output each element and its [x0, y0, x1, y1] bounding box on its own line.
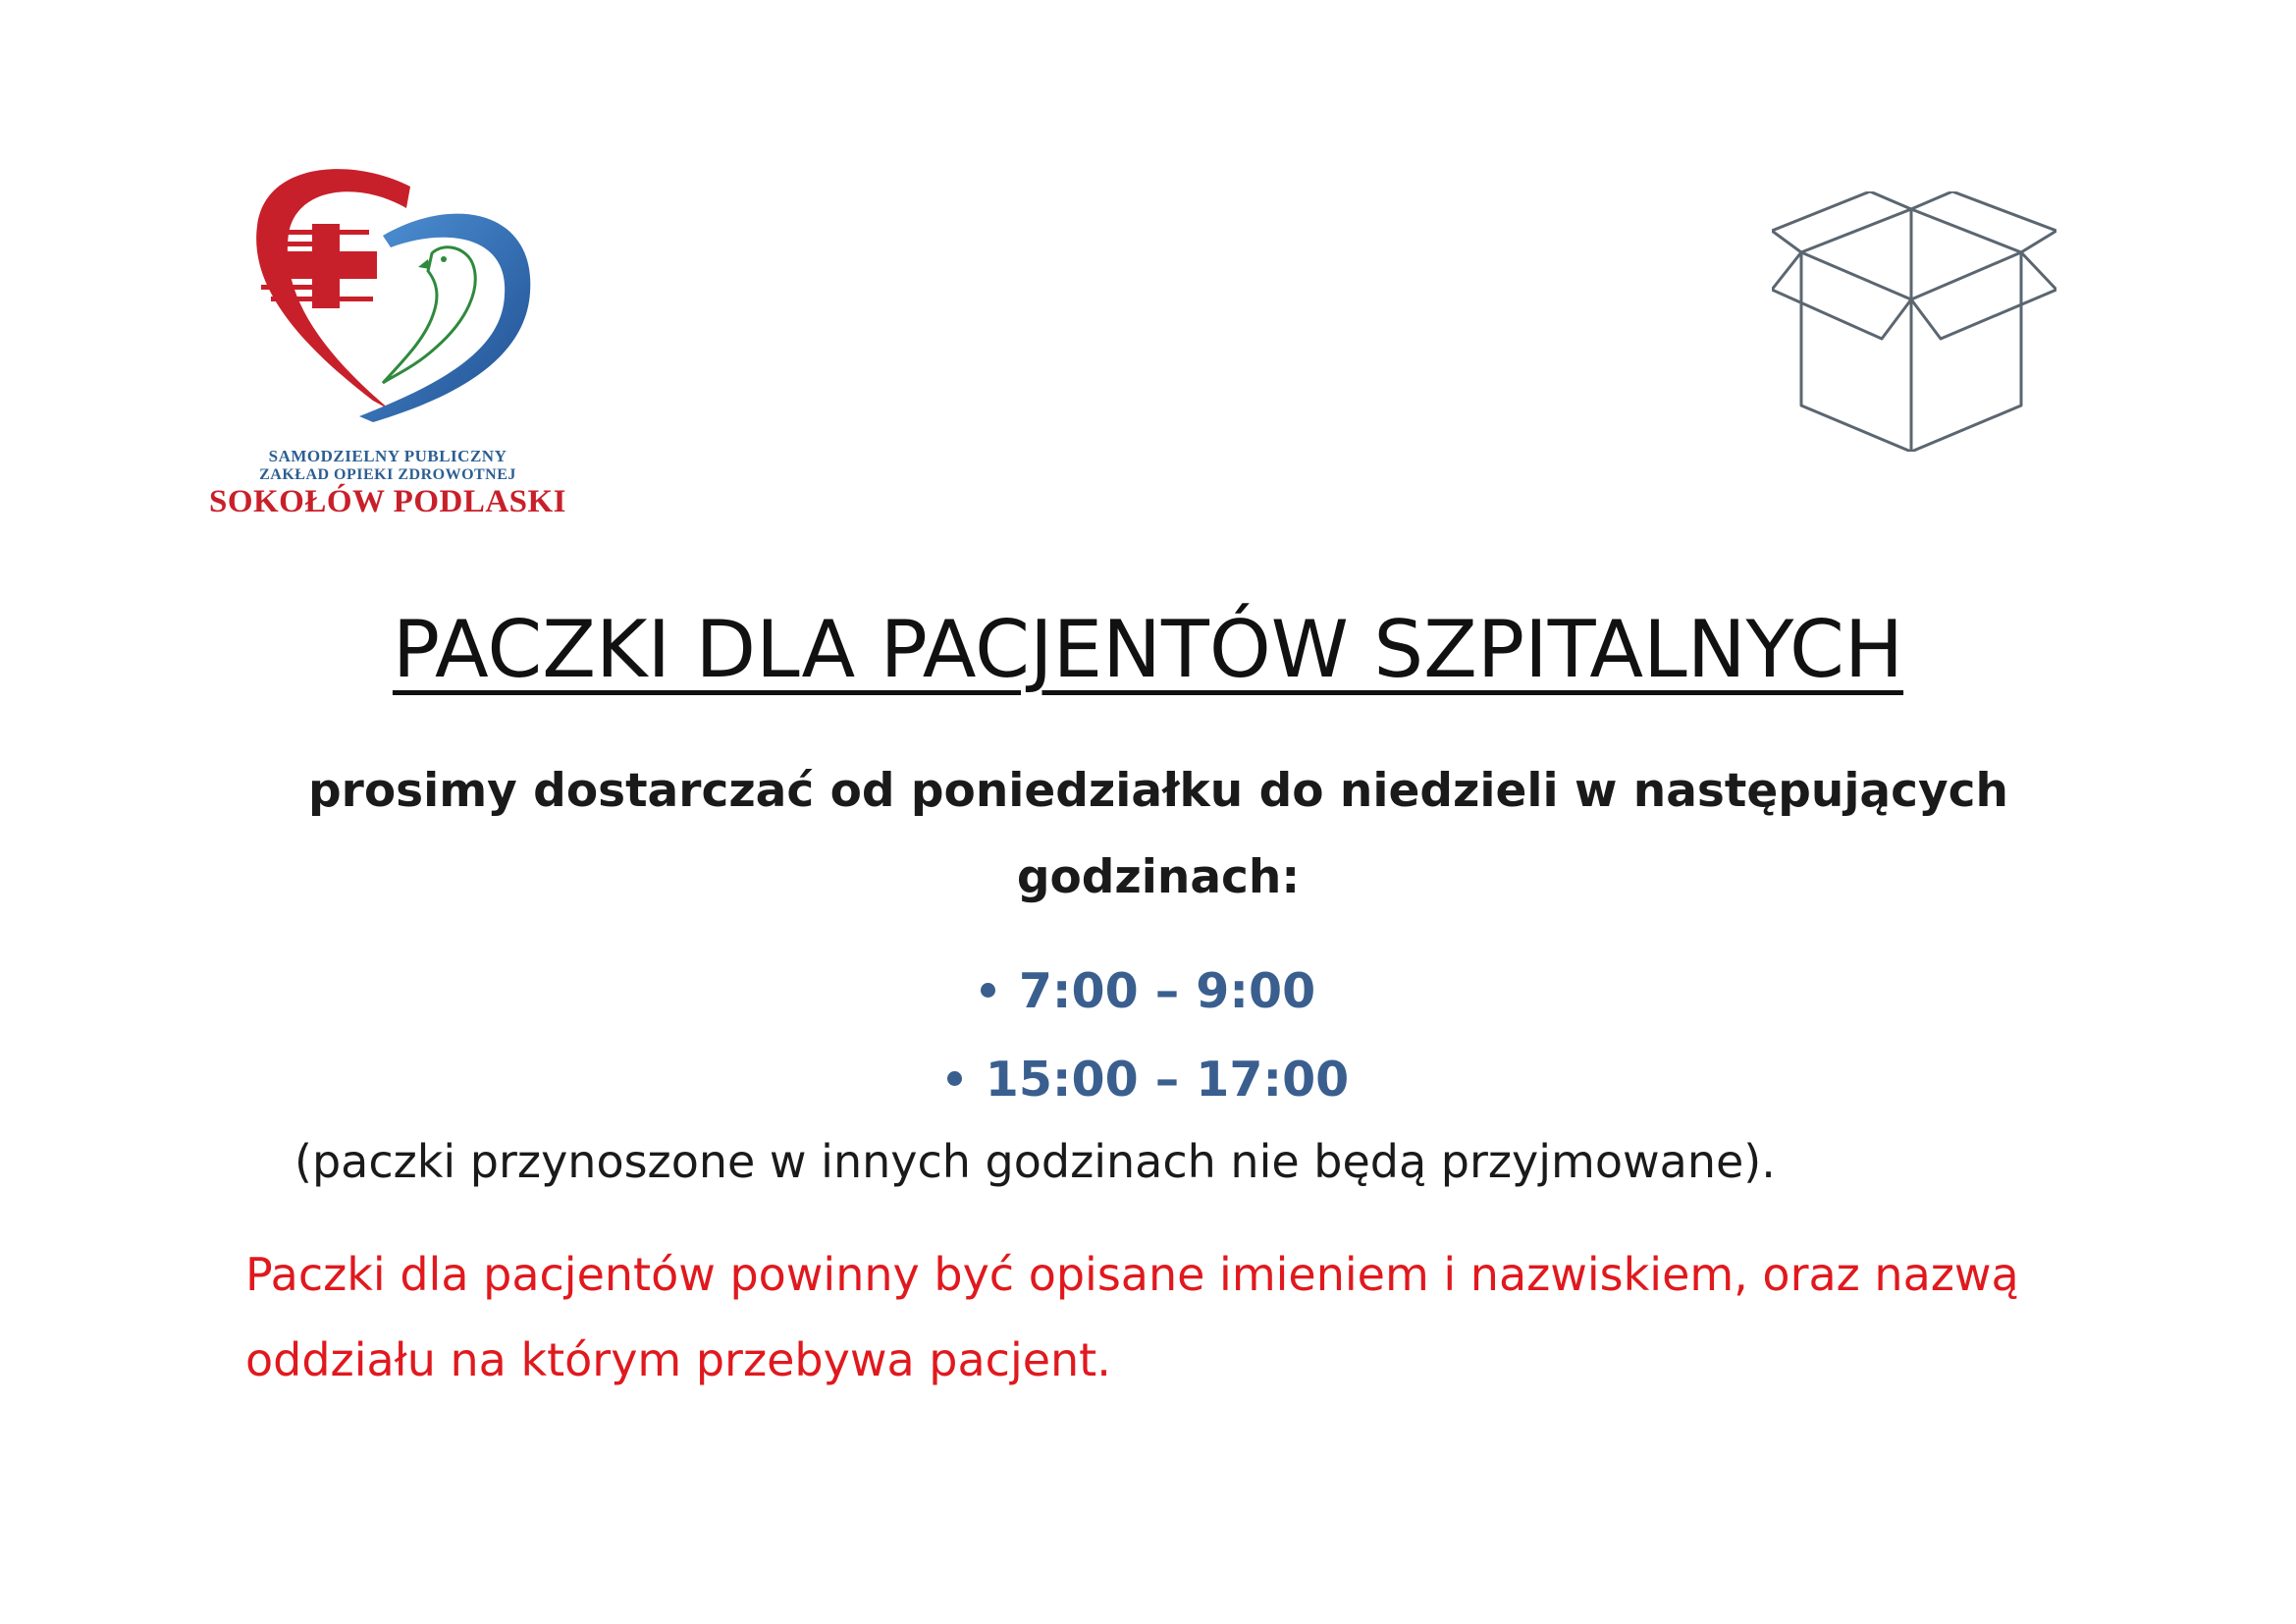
- labeling-warning: Paczki dla pacjentów powinny być opisane imieniem i nazwiskiem, oraz nazwą oddziału na którym przebywa pacjent.: [245, 1248, 2019, 1386]
- hospital-logo: [187, 165, 589, 528]
- list-item: [0, 947, 2296, 1036]
- delivery-intro: prosimy dostarczać od poniedziałku do niedzieli w następujących godzinach:: [308, 764, 2008, 904]
- rejection-note: (paczki przynoszone w innych godzinach nie będą przyjmowane).: [294, 1135, 1776, 1188]
- bullet-icon: [947, 1071, 962, 1086]
- hours-slot-label: 15:00 – 17:00: [985, 1052, 1350, 1108]
- logo-line-1: SAMODZIELNY PUBLICZNY: [268, 447, 507, 465]
- page-title-text: PACZKI DLA PACJENTÓW SZPITALNYCH: [392, 604, 1904, 695]
- page-title: [0, 601, 2296, 699]
- bullet-icon: [981, 983, 995, 998]
- open-box-icon: [1772, 191, 2056, 452]
- logo-line-2: ZAKŁAD OPIEKI ZDROWOTNEJ: [259, 466, 516, 483]
- delivery-hours-list: [0, 947, 2296, 1124]
- logo-line-3: SOKOŁÓW PODLASKI: [208, 484, 567, 519]
- list-item: [0, 1036, 2296, 1124]
- hours-slot-label: 7:00 – 9:00: [1018, 963, 1316, 1019]
- heart-cross-bird-icon: [187, 165, 589, 450]
